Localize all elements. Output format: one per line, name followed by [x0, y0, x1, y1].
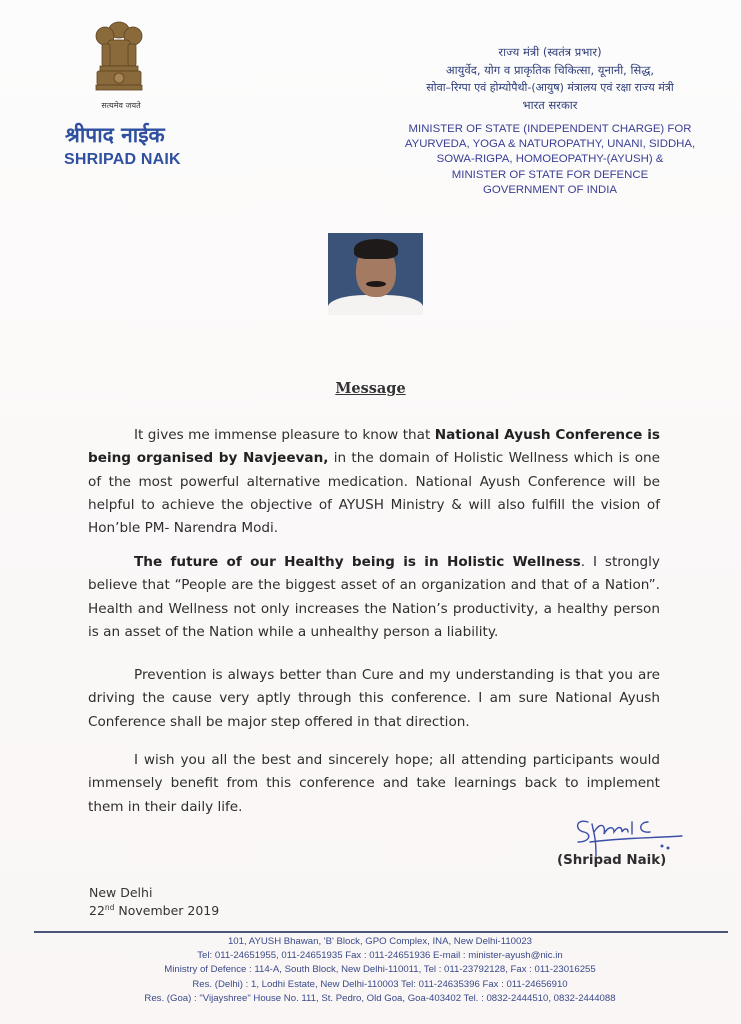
- designation-english-line: MINISTER OF STATE (INDEPENDENT CHARGE) FOR: [408, 123, 692, 135]
- p1-bold-text: National Ayush Conference is being organised by Navjeevan,: [88, 427, 660, 467]
- message-paragraph-3: [88, 664, 660, 734]
- p2-text-c: . I strongly believe that “People are the biggest asset of an organization and that of a Nation”. Health and Wellness not only increases the Nation’s productivity, a healthy person is an asset of the Nation while a unhealthy person a liability.: [88, 554, 660, 640]
- date-day: 22: [89, 903, 105, 918]
- p1-text-c: in the domain of Holistic Wellness which is one of the most powerful alternative medication. National Ayush Conference will be helpful to achieve the objective of AYUSH Ministry & will also fulfill the vision of Hon’ble PM- Narendra Modi.: [88, 450, 660, 537]
- footer-line-defence: Ministry of Defence : 114-A, South Block, New Delhi-110011, Tel : 011-23792128, Fax : 011-23016255: [164, 964, 596, 975]
- minister-portrait-photo: [328, 233, 423, 315]
- portrait-hair: [354, 239, 398, 259]
- portrait-shirt: [328, 295, 423, 315]
- message-title: Message: [335, 380, 406, 397]
- message-paragraph-1: [88, 424, 660, 540]
- designation-english-line: MINISTER OF STATE FOR DEFENCE: [451, 168, 649, 181]
- p2-bold-text: The future of our Healthy being is in Holistic Wellness: [134, 554, 581, 570]
- minister-name-english: SHRIPAD NAIK: [64, 151, 181, 168]
- p1-text-a: It gives me immense pleasure to know that: [134, 427, 435, 443]
- letter-date: [89, 903, 219, 918]
- designation-english-line: GOVERNMENT OF INDIA: [483, 183, 617, 196]
- footer-divider: [34, 931, 728, 933]
- footer-line-res-goa: Res. (Goa) : "Vijayshree" House No. 111, St. Pedro, Old Goa, Goa-403402 Tel. : 0832-2444510, 0832-2444088: [144, 993, 616, 1004]
- designation-hindi-line: सोवा–रिग्पा एवं होम्योपैथी-(आयुष) मंत्रालय एवं रक्षा राज्य मंत्री: [426, 81, 674, 94]
- national-emblem-icon: [88, 18, 150, 98]
- designation-hindi-line: आयुर्वेद, योग व प्राकृतिक चिकित्सा, यूनानी, सिद्ध,: [445, 62, 655, 77]
- designation-english: [380, 122, 720, 198]
- designation-hindi-line: राज्य मंत्री (स्वतंत्र प्रभार): [498, 45, 602, 59]
- signatory-name: (Shripad Naik): [557, 853, 667, 868]
- p3-text: Prevention is always better than Cure and my understanding is that you are driving the cause very aptly through this conference. I am sure National Ayush Conference shall be major step offered in that direction.: [88, 667, 660, 730]
- designation-english-line: SOWA-RIGPA, HOMOEOPATHY-(AYUSH) &: [436, 153, 664, 166]
- message-paragraph-4: [88, 749, 660, 819]
- p4-text: I wish you all the best and sincerely hope; all attending participants would immensely benefit from this conference and take learnings back to implement them in their daily life.: [88, 752, 660, 815]
- designation-english-line: AYURVEDA, YOGA & NATUROPATHY, UNANI, SIDDHA,: [404, 138, 696, 151]
- signature-icon: [570, 812, 690, 856]
- date-month-year: November 2019: [114, 903, 220, 918]
- message-paragraph-2: [88, 551, 660, 644]
- footer-line-office-contact: Tel: 011-24651955, 011-24651935 Fax : 011-24651936 E-mail : minister-ayush@nic.in: [197, 950, 563, 961]
- footer-line-office-address: 101, AYUSH Bhawan, 'B' Block, GPO Complex, INA, New Delhi-110023: [227, 936, 533, 947]
- minister-name-hindi: श्रीपाद नाईक: [65, 123, 165, 147]
- designation-hindi-line: भारत सरकार: [522, 97, 578, 112]
- date-suffix: nd: [104, 903, 115, 912]
- designation-hindi: [380, 44, 720, 114]
- emblem-motto: सत्यमेव जयते: [101, 101, 141, 110]
- footer-line-res-delhi: Res. (Delhi) : 1, Lodhi Estate, New Delhi-110003 Tel: 011-24635396 Fax : 011-24656910: [192, 979, 568, 990]
- letter-place: New Delhi: [89, 885, 153, 900]
- portrait-mustache: [366, 281, 386, 287]
